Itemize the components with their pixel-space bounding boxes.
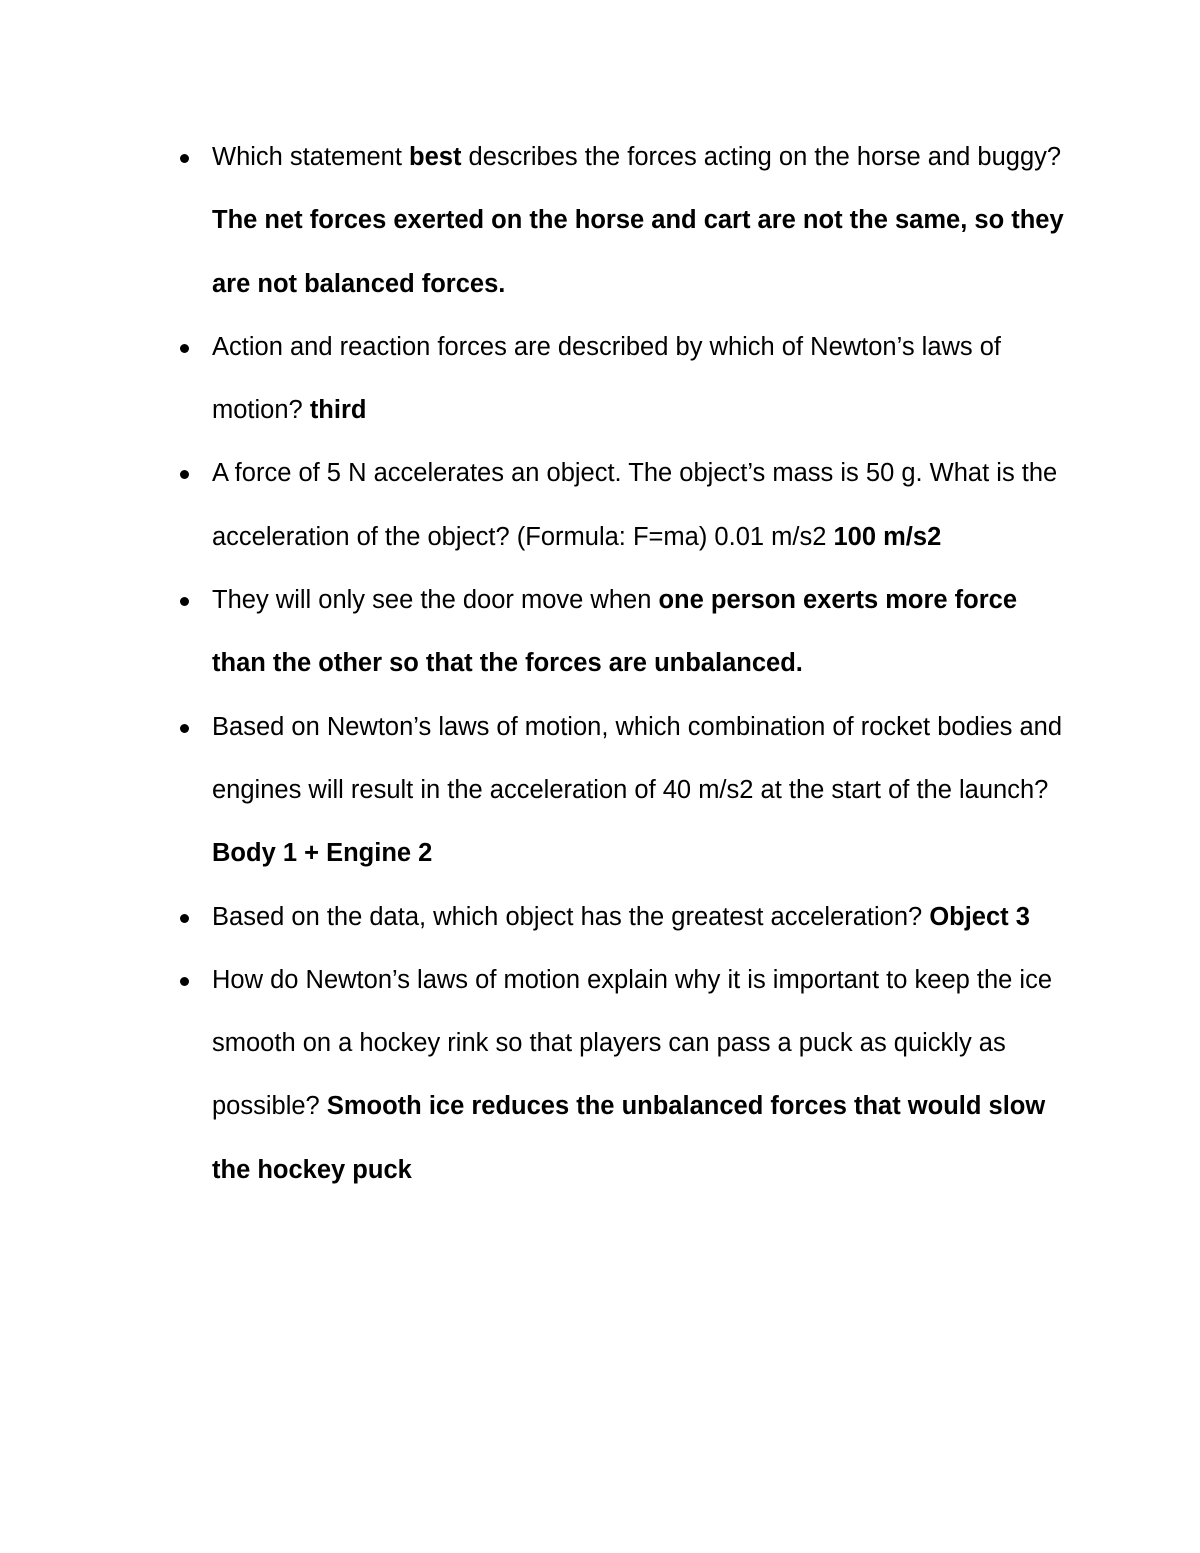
question-text: Based on the data, which object has the greatest acceleration?: [212, 902, 930, 931]
list-item: [212, 949, 1072, 1202]
bullet-icon: [180, 597, 189, 606]
question-text: They will only see the door move when: [212, 586, 659, 615]
question-text: Based on Newton’s laws of motion, which combination of rocket bodies and engines will result in the acceleration of 40 m/s2 at the start of the launch?: [212, 712, 1063, 804]
bullet-icon: [180, 470, 189, 479]
list-item: [212, 569, 1072, 696]
answer-text: Object 3: [929, 902, 1030, 931]
list-item: [212, 316, 1072, 443]
answer-text: one person exerts more force than the other so that the forces are unbalanced.: [212, 586, 1018, 678]
question-text: describes the forces acting on the horse and buggy?: [461, 143, 1062, 171]
list-item: [212, 126, 1072, 316]
question-text: Which statement: [212, 143, 409, 171]
answer-text: third: [309, 396, 367, 425]
list-item: [212, 886, 1072, 949]
answer-text: Body 1 + Engine 2: [212, 839, 433, 868]
list-item: [212, 442, 1072, 569]
bullet-icon: [180, 724, 189, 733]
bullet-icon: [180, 344, 189, 353]
bullet-icon: [180, 914, 189, 923]
question-text: How do Newton’s laws of motion explain why it is important to keep the ice smooth on a hockey rink so that players can pass a puck as quickly as possible?: [212, 965, 1053, 1121]
question-answer-list: [212, 126, 1072, 1202]
answer-text: The net forces exerted on the horse and cart are not the same, so they are not balanced forces.: [212, 206, 1064, 298]
bullet-icon: [180, 154, 189, 163]
question-text: A force of 5 N accelerates an object. The object’s mass is 50 g. What is the acceleration of the object? (Formula: F=ma) 0.01 m/s2: [212, 459, 1058, 551]
bullet-icon: [180, 977, 189, 986]
answer-text: Smooth ice reduces the unbalanced forces that would slow the hockey puck: [212, 1092, 1046, 1184]
question-text: Action and reaction forces are described by which of Newton’s laws of motion?: [212, 332, 1002, 425]
list-item: [212, 696, 1072, 886]
emphasis-text: best: [409, 143, 462, 171]
answer-text: 100 m/s2: [833, 522, 942, 551]
